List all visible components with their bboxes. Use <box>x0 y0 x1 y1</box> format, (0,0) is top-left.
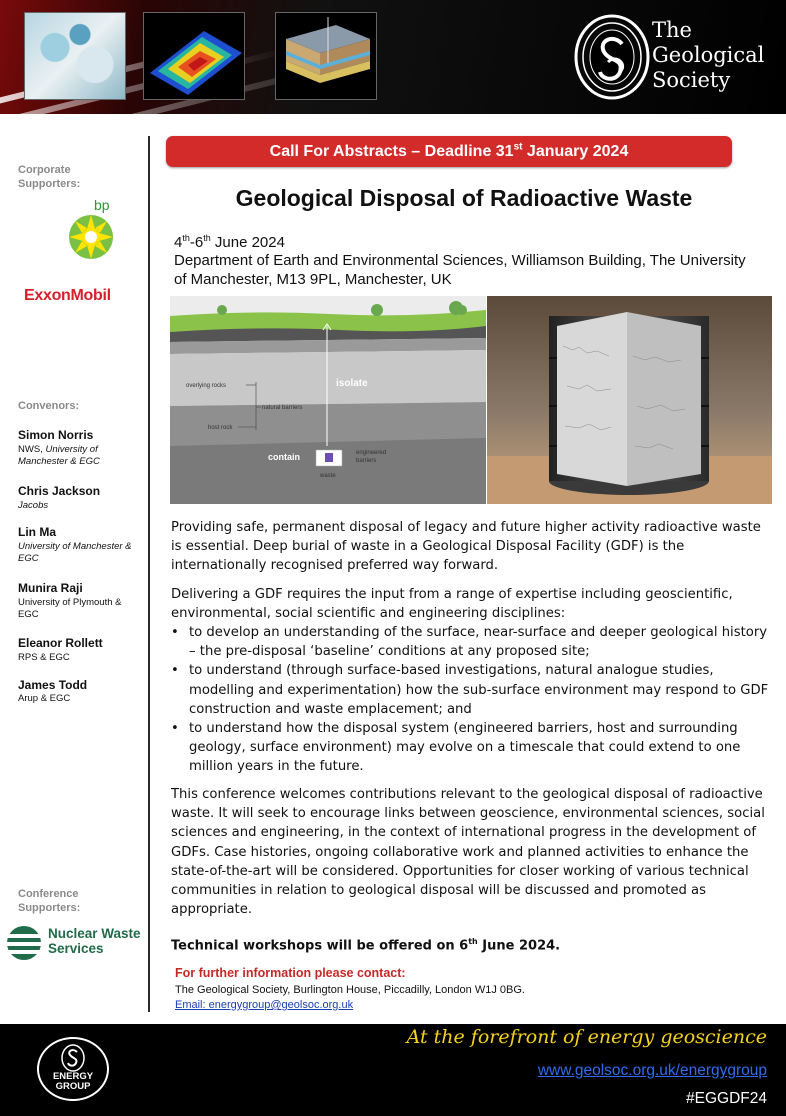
nws-wordmark-line: Services <box>48 941 104 956</box>
bp-helios-icon <box>66 212 116 262</box>
affiliation-text: Jacobs <box>18 500 49 511</box>
workshops-text: June 2024. <box>477 938 561 954</box>
column-divider <box>148 136 150 1012</box>
society-name-line: Society <box>652 68 731 92</box>
diagram-label-natural: natural barriers <box>262 405 303 411</box>
heading-line: Supporters: <box>18 902 81 914</box>
requirements-paragraph: Delivering a GDF requires the input from a range of expertise including geoscientific, environmental, social scientific and engineering disciplines: <box>171 587 733 622</box>
date-text: 4 <box>174 234 183 251</box>
contact-email-link[interactable]: Email: energygroup@geolsoc.org.uk <box>175 999 354 1011</box>
convenor-name: Munira Raji <box>18 581 83 595</box>
convenor-name: James Todd <box>18 678 88 692</box>
date-text: -6 <box>189 234 204 251</box>
diagram-label-engineered: engineered <box>356 450 387 456</box>
society-name-line: Geological <box>652 43 765 67</box>
contact-heading: For further information please contact: <box>175 966 406 980</box>
geological-disposal-diagram <box>170 296 486 504</box>
workshops-sup: th <box>468 937 478 946</box>
cfa-sup: st <box>513 141 523 153</box>
affiliation-text: University of Manchester & EGC <box>18 444 100 467</box>
list-item: • to understand (through surface-based investigations, natural analogue studies, modelling and experimentation) how the sub-surface environment may respond to GDF construction and waste emplacement; and <box>171 661 771 719</box>
convenor-affiliation <box>18 597 143 621</box>
corporate-supporters-heading <box>18 163 80 191</box>
affiliation-text: NWS, <box>18 444 46 455</box>
diagram-label-overlying: overlying rocks <box>186 383 227 389</box>
convenor-affiliation <box>18 500 143 512</box>
diagram-label-contain: contain <box>268 452 301 462</box>
convenor-name: Simon Norris <box>18 428 94 442</box>
seismic-surface-image <box>143 12 245 100</box>
call-for-abstracts-banner <box>166 136 732 167</box>
energy-group-emblem-icon <box>61 1044 85 1072</box>
energy-group-wordmark-line: GROUP <box>55 1081 91 1092</box>
reservoir-block-image <box>275 12 377 100</box>
diagram-label-host: host rock <box>208 425 233 431</box>
list-item: • to understand how the disposal system (engineered barriers, host and surrounding geology, surface environment) may evolve on a timescale that could extend to one million years in the future. <box>171 719 771 777</box>
event-title: Geological Disposal of Radioactive Waste <box>235 185 693 211</box>
society-name-line: The <box>652 18 692 42</box>
date-sup: th <box>203 233 211 243</box>
cfa-text: January 2024 <box>522 143 629 160</box>
diagram-label-isolate: isolate <box>336 378 368 389</box>
convenor-affiliation <box>18 444 143 468</box>
affiliation-text: University of Plymouth & EGC <box>18 597 122 620</box>
affiliation-text: RPS & EGC <box>18 652 70 663</box>
date-text: June 2024 <box>210 234 285 251</box>
nws-mark-icon <box>6 925 42 961</box>
nws-wordmark <box>48 926 141 956</box>
energy-group-wordmark <box>39 1072 107 1092</box>
bp-wordmark: bp <box>94 197 110 213</box>
heading-line: Conference <box>18 888 79 900</box>
contact-address: The Geological Society, Burlington House, Piccadilly, London W1J 0BG. <box>175 984 525 996</box>
event-venue: Department of Earth and Environmental Sciences, Williamson Building, The University of Manchester, M13 9PL, Manchester, UK <box>174 252 746 288</box>
convenor-name: Chris Jackson <box>18 484 101 498</box>
conference-supporters-heading <box>18 887 80 915</box>
geological-society-logo-icon <box>574 14 650 100</box>
cfa-text: Call For Abstracts – Deadline 31 <box>269 143 514 160</box>
footer-tagline: At the forefront of energy geoscience <box>406 1026 767 1048</box>
energy-group-wordmark-line: ENERGY <box>52 1071 94 1082</box>
header-banner <box>0 0 786 114</box>
exxonmobil-logo: ExxonMobil <box>24 287 111 304</box>
convenor-affiliation <box>18 541 143 565</box>
requirements-list <box>171 623 771 777</box>
list-item: • to develop an understanding of the surface, near-surface and deeper geological history – the pre-disposal ‘baseline’ conditions at any proposed site; <box>171 623 771 661</box>
heading-line: Corporate <box>18 164 71 176</box>
nws-logo <box>6 923 146 963</box>
conference-paragraph: This conference welcomes contributions relevant to the geological disposal of radioactive waste. It will seek to encourage links between geoscience, environmental sciences, social sciences and engineering, in the context of international progress in the development of GDFs. Case histories, ongoing collaborative work and planned activities to enhance the state-of-the-art will be considered. Opportunities for closer working of various technical communities in relation to geological disposal will be discussed and promoted as appropriate. <box>171 787 765 918</box>
date-sup: th <box>182 233 190 243</box>
convenor-affiliation <box>18 652 143 664</box>
convenor-affiliation <box>18 693 143 705</box>
diagram-label-engineered: barriers <box>356 458 377 464</box>
workshops-text: Technical workshops will be offered on 6 <box>171 938 469 954</box>
waste-container-photo <box>487 296 772 504</box>
affiliation-text: University of Manchester & EGC <box>18 541 132 564</box>
intro-paragraph: Providing safe, permanent disposal of legacy and future higher activity radioactive waste is essential. Deep burial of waste in a Geological Disposal Facility (GDF) is the internationally recognised preferred way forward. <box>171 520 761 574</box>
bp-logo <box>66 198 116 262</box>
convenor-name: Lin Ma <box>18 525 56 539</box>
convenor-name: Eleanor Rollett <box>18 636 103 650</box>
footer-hashtag: #EGGDF24 <box>686 1090 767 1107</box>
thin-section-image <box>24 12 126 100</box>
convenors-heading: Convenors: <box>18 400 80 412</box>
society-name <box>652 18 764 93</box>
event-dates <box>174 233 285 251</box>
diagram-label-waste: waste <box>320 473 336 479</box>
affiliation-text: Arup & EGC <box>18 693 71 704</box>
nws-wordmark-line: Nuclear Waste <box>48 926 141 941</box>
heading-line: Supporters: <box>18 178 81 190</box>
workshops-note <box>171 937 560 953</box>
footer-website-link[interactable]: www.geolsoc.org.uk/energygroup <box>537 1062 767 1079</box>
energy-group-logo <box>37 1037 109 1101</box>
